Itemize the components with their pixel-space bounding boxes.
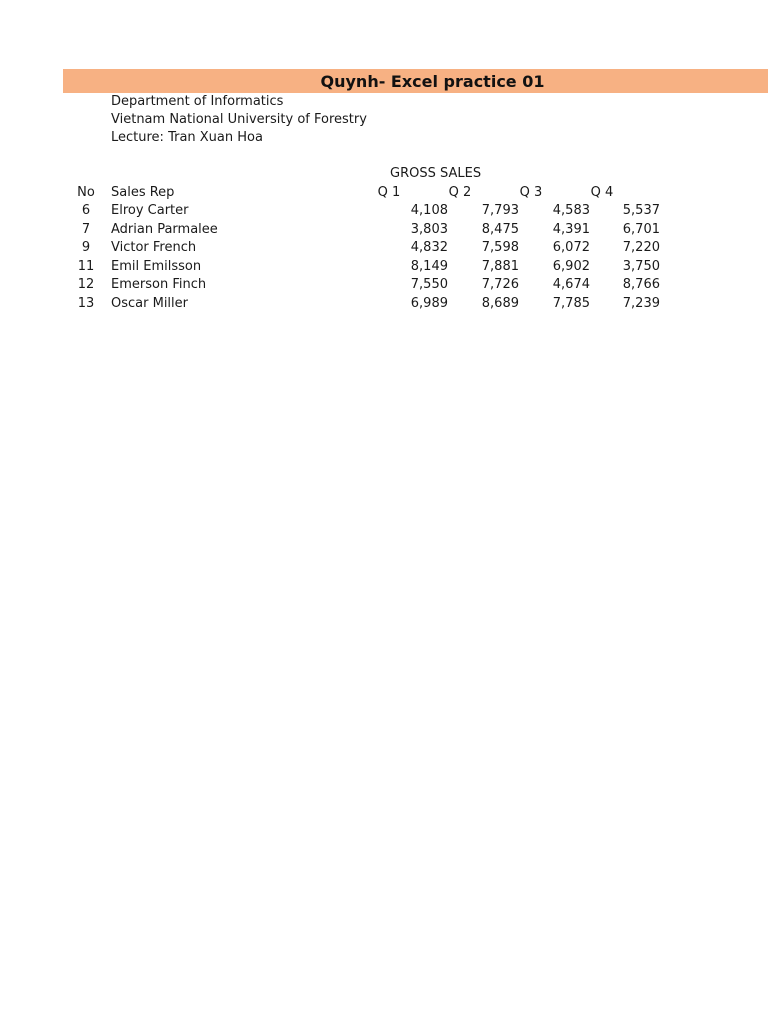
row-q4: 8,766 xyxy=(622,277,660,292)
header-no: No xyxy=(77,185,95,200)
row-no: 13 xyxy=(77,296,95,311)
row-q2: 8,689 xyxy=(481,296,519,311)
row-q2: 7,726 xyxy=(481,277,519,292)
row-q2: 8,475 xyxy=(481,222,519,237)
row-q3: 4,583 xyxy=(552,203,590,218)
row-no: 12 xyxy=(77,277,95,292)
row-q3: 4,391 xyxy=(552,222,590,237)
row-q4: 3,750 xyxy=(622,259,660,274)
header-q1: Q 1 xyxy=(377,185,401,200)
page-title: Quynh- Excel practice 01 xyxy=(320,71,545,91)
row-q1: 6,989 xyxy=(410,296,448,311)
row-q1: 7,550 xyxy=(410,277,448,292)
row-sales-rep: Emil Emilsson xyxy=(111,259,202,274)
row-no: 11 xyxy=(77,259,95,274)
row-q3: 6,902 xyxy=(552,259,590,274)
row-sales-rep: Adrian Parmalee xyxy=(111,222,218,237)
header-q4: Q 4 xyxy=(590,185,614,200)
row-sales-rep: Emerson Finch xyxy=(111,277,207,292)
lecturer-line: Lecture: Tran Xuan Hoa xyxy=(111,130,263,145)
row-q3: 7,785 xyxy=(552,296,590,311)
row-sales-rep: Elroy Carter xyxy=(111,203,189,218)
row-no: 6 xyxy=(81,203,91,218)
row-sales-rep: Oscar Miller xyxy=(111,296,188,311)
row-q4: 6,701 xyxy=(622,222,660,237)
header-sales-rep: Sales Rep xyxy=(111,185,175,200)
university-line: Vietnam National University of Forestry xyxy=(111,112,367,127)
row-q1: 4,108 xyxy=(410,203,448,218)
row-q3: 6,072 xyxy=(552,240,590,255)
row-sales-rep: Victor French xyxy=(111,240,197,255)
row-q4: 7,239 xyxy=(622,296,660,311)
row-q2: 7,598 xyxy=(481,240,519,255)
row-q1: 4,832 xyxy=(410,240,448,255)
row-q1: 8,149 xyxy=(410,259,448,274)
header-q3: Q 3 xyxy=(519,185,543,200)
header-q2: Q 2 xyxy=(448,185,472,200)
row-q3: 4,674 xyxy=(552,277,590,292)
row-no: 7 xyxy=(81,222,91,237)
row-q2: 7,881 xyxy=(481,259,519,274)
department-line: Department of Informatics xyxy=(111,94,284,109)
row-q2: 7,793 xyxy=(481,203,519,218)
title-bar xyxy=(63,69,768,93)
row-q4: 5,537 xyxy=(622,203,660,218)
row-no: 9 xyxy=(81,240,91,255)
row-q4: 7,220 xyxy=(622,240,660,255)
gross-sales-header: GROSS SALES xyxy=(390,166,482,181)
row-q1: 3,803 xyxy=(410,222,448,237)
